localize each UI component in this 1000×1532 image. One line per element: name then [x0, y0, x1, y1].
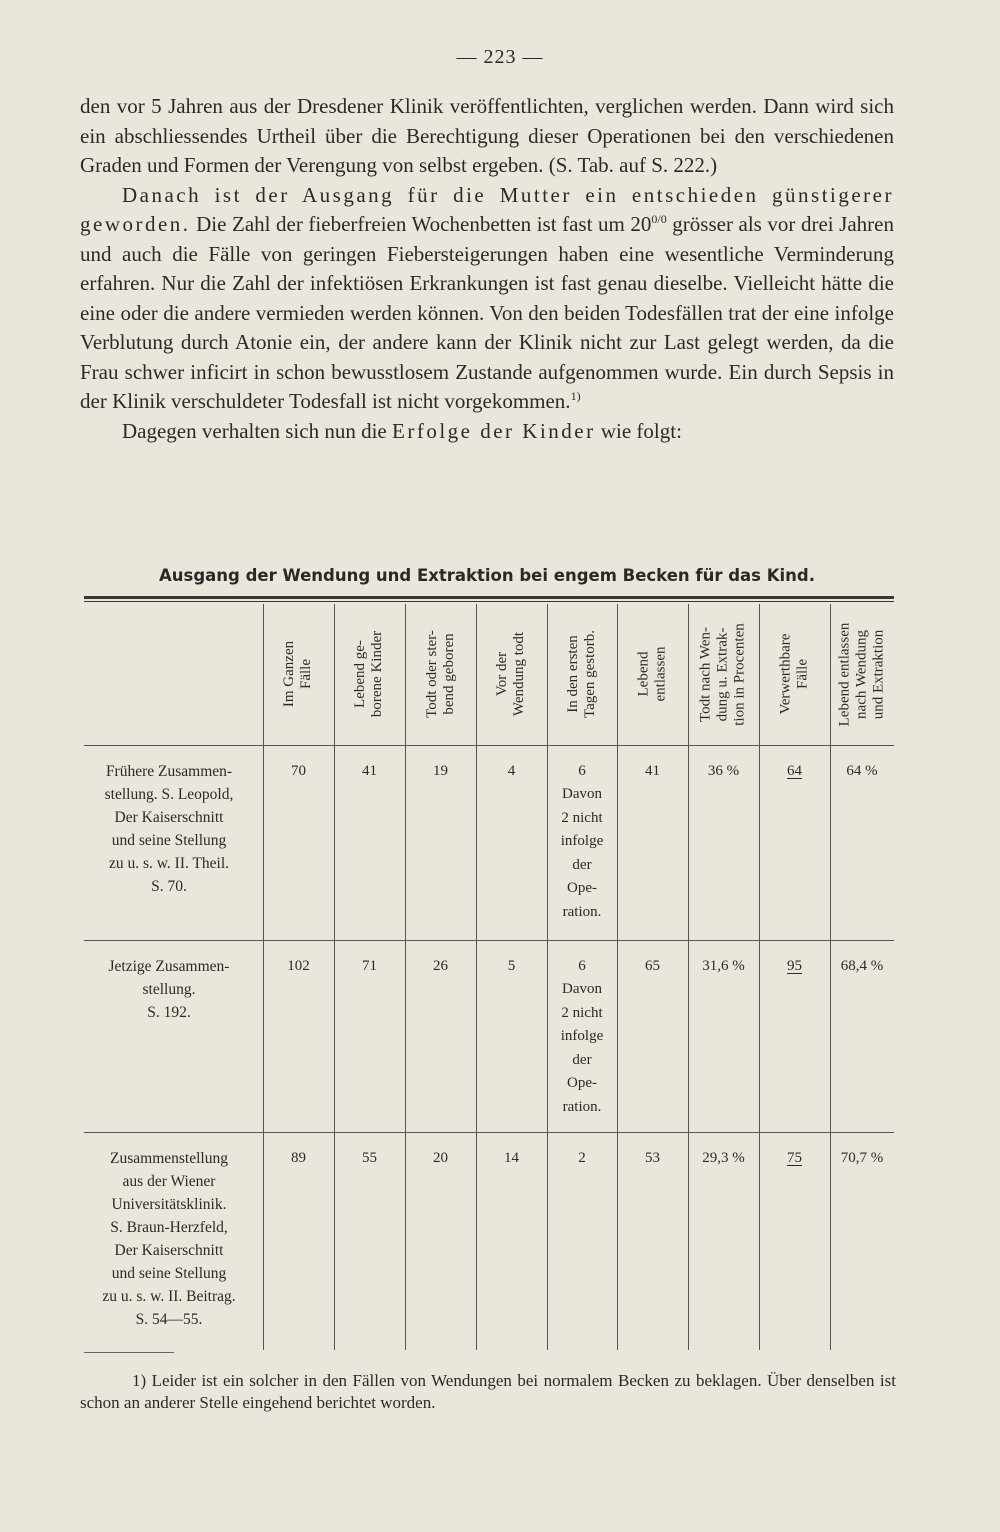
column-header-label: Im Ganzen Fälle — [281, 640, 315, 708]
table-cell: 5 — [507, 958, 516, 974]
table-cell: 41 — [362, 763, 377, 779]
spaced-emphasis: Erfolge der Kinder — [392, 418, 596, 443]
cell-note: Davon 2 nicht infolge der Ope- ration. — [560, 981, 604, 1115]
row-label: Jetzige Zusammen- stellung. S. 192. — [108, 958, 230, 1021]
table-cell: 6 Davon 2 nicht infolge der Ope- ration. — [547, 760, 617, 924]
column-header — [688, 606, 759, 742]
table-cell: 2 — [578, 1150, 586, 1166]
cell-note: Davon 2 nicht infolge der Ope- ration. — [560, 786, 604, 920]
column-header-label: Verwerthbare Fälle — [777, 633, 811, 715]
table-cell: 75 — [787, 1150, 802, 1166]
column-header — [476, 606, 547, 742]
table-cell: 65 — [645, 958, 660, 974]
table-cell: 70,7 % — [840, 1150, 884, 1166]
table-cell: 31,6 % — [702, 958, 745, 974]
table-cell: 20 — [433, 1150, 448, 1166]
table-cell: 68,4 % — [840, 958, 884, 974]
table-cell: 70 — [291, 763, 306, 779]
table-rule-top-thin — [84, 601, 894, 602]
table-cell: 36 % — [707, 763, 740, 779]
table-cell: 26 — [433, 958, 448, 974]
table-cell: 29,3 % — [702, 1150, 745, 1166]
spaced-emphasis: Danach ist der Ausgang für die Mutter ein entschieden günstigerer geworden. — [80, 182, 894, 236]
table-cell: 89 — [291, 1150, 306, 1166]
table-cell: 64 — [787, 763, 802, 779]
column-header — [547, 606, 617, 742]
row-label: Zusammenstellung aus der Wiener Universitätsklinik. S. Braun-Herzfeld, Der Kaiserschnitt und seine Stellung zu u. s. w. II. Beitrag. S. 54—55. — [102, 1150, 236, 1328]
column-header-label: Lebend entlassen — [635, 646, 669, 702]
column-header-label: Lebend entlassen nach Wendung und Extraktion — [836, 622, 887, 726]
paragraph-3: Dagegen verhalten sich nun die Erfolge der Kinder wie folgt: — [122, 418, 682, 443]
table-cell: 102 — [287, 958, 310, 974]
paragraph-2: Danach ist der Ausgang für die Mutter ein entschieden günstigerer geworden. Die Zahl der fieberfreien Wochenbetten ist fast um $20^{0/0}$ grösser als vor drei Jahren und auch die Fälle von geringen Fiebersteigerungen haben eine wesentliche Verminderung erfahren. Nur die Zahl der infektiösen Erkrankungen ist fast genau dieselbe. Vielleicht hätte die eine oder die andere vermieden werden können. Von den beiden Todesfällen trat der eine infolge Verblutung durch Atonie ein, der andere kann der Klinik nicht zur Last gelegt werden, da die Frau schwer inficirt in schon bewusstlosem Zustande aufgenommen wurde. Ein durch Sepsis in der Klinik verschuldeter Todesfall ist nicht vorgekommen.$^{1)}$ — [80, 182, 894, 413]
column-header-label: Lebend ge- borene Kinder — [352, 630, 386, 718]
paragraph-1: den vor 5 Jahren aus der Dresdener Klinik veröffentlichten, verglichen werden. Dann wird sich ein abschliessendes Urtheil über die Berechtigung dieser Operationen bei den verschiedenen Graden und Formen der Verengung von selbst ergeben. (S. Tab. auf S. 222.) — [80, 94, 894, 177]
percent-sign: 0/0 — [651, 212, 667, 226]
page-number: — 223 — — [456, 46, 544, 68]
column-header — [405, 606, 476, 742]
table-cell: 19 — [433, 763, 448, 779]
body-text — [80, 92, 894, 446]
column-header — [617, 606, 688, 742]
row-rule — [84, 940, 894, 941]
table-rule-top — [84, 596, 894, 599]
table-cell: 4 — [507, 763, 516, 779]
column-header-label: Todt nach Wen- dung u. Extrak- tion in Procenten — [698, 622, 749, 726]
table-cell: 14 — [504, 1150, 519, 1166]
table-cell: 64 % — [846, 763, 878, 779]
row-rule — [84, 1132, 894, 1133]
table-title: Ausgang der Wendung und Extraktion bei engem Becken für das Kind. — [159, 566, 815, 585]
column-header — [334, 606, 405, 742]
column-header-label: In den ersten Tagen gestorb. — [565, 629, 598, 719]
table-cell: 53 — [645, 1150, 660, 1166]
column-header — [830, 606, 894, 742]
column-header-label: Todt oder ster- bend geboren — [423, 630, 457, 718]
table-cell: 41 — [645, 763, 660, 779]
row-rule — [84, 745, 894, 746]
table-cell: 71 — [362, 958, 377, 974]
column-header — [263, 606, 334, 742]
footnote-rule — [84, 1352, 174, 1353]
column-header — [759, 606, 830, 742]
table-cell: 6 Davon 2 nicht infolge der Ope- ration. — [547, 955, 617, 1119]
row-label: Frühere Zusammen- stellung. S. Leopold, Der Kaiserschnitt und seine Stellung zu u. s. w. II. Theil. S. 70. — [104, 763, 234, 895]
table-cell: 55 — [362, 1150, 377, 1166]
column-header-label: Vor der Wendung todt — [494, 631, 528, 717]
footnote-ref: 1) — [570, 389, 581, 403]
table-cell: 95 — [787, 958, 802, 974]
footnote: 1) Leider ist ein solcher in den Fällen von Wendungen bei normalem Becken zu beklagen. Über denselben ist schon an anderer Stelle eingehend berichtet worden. — [80, 1371, 896, 1412]
